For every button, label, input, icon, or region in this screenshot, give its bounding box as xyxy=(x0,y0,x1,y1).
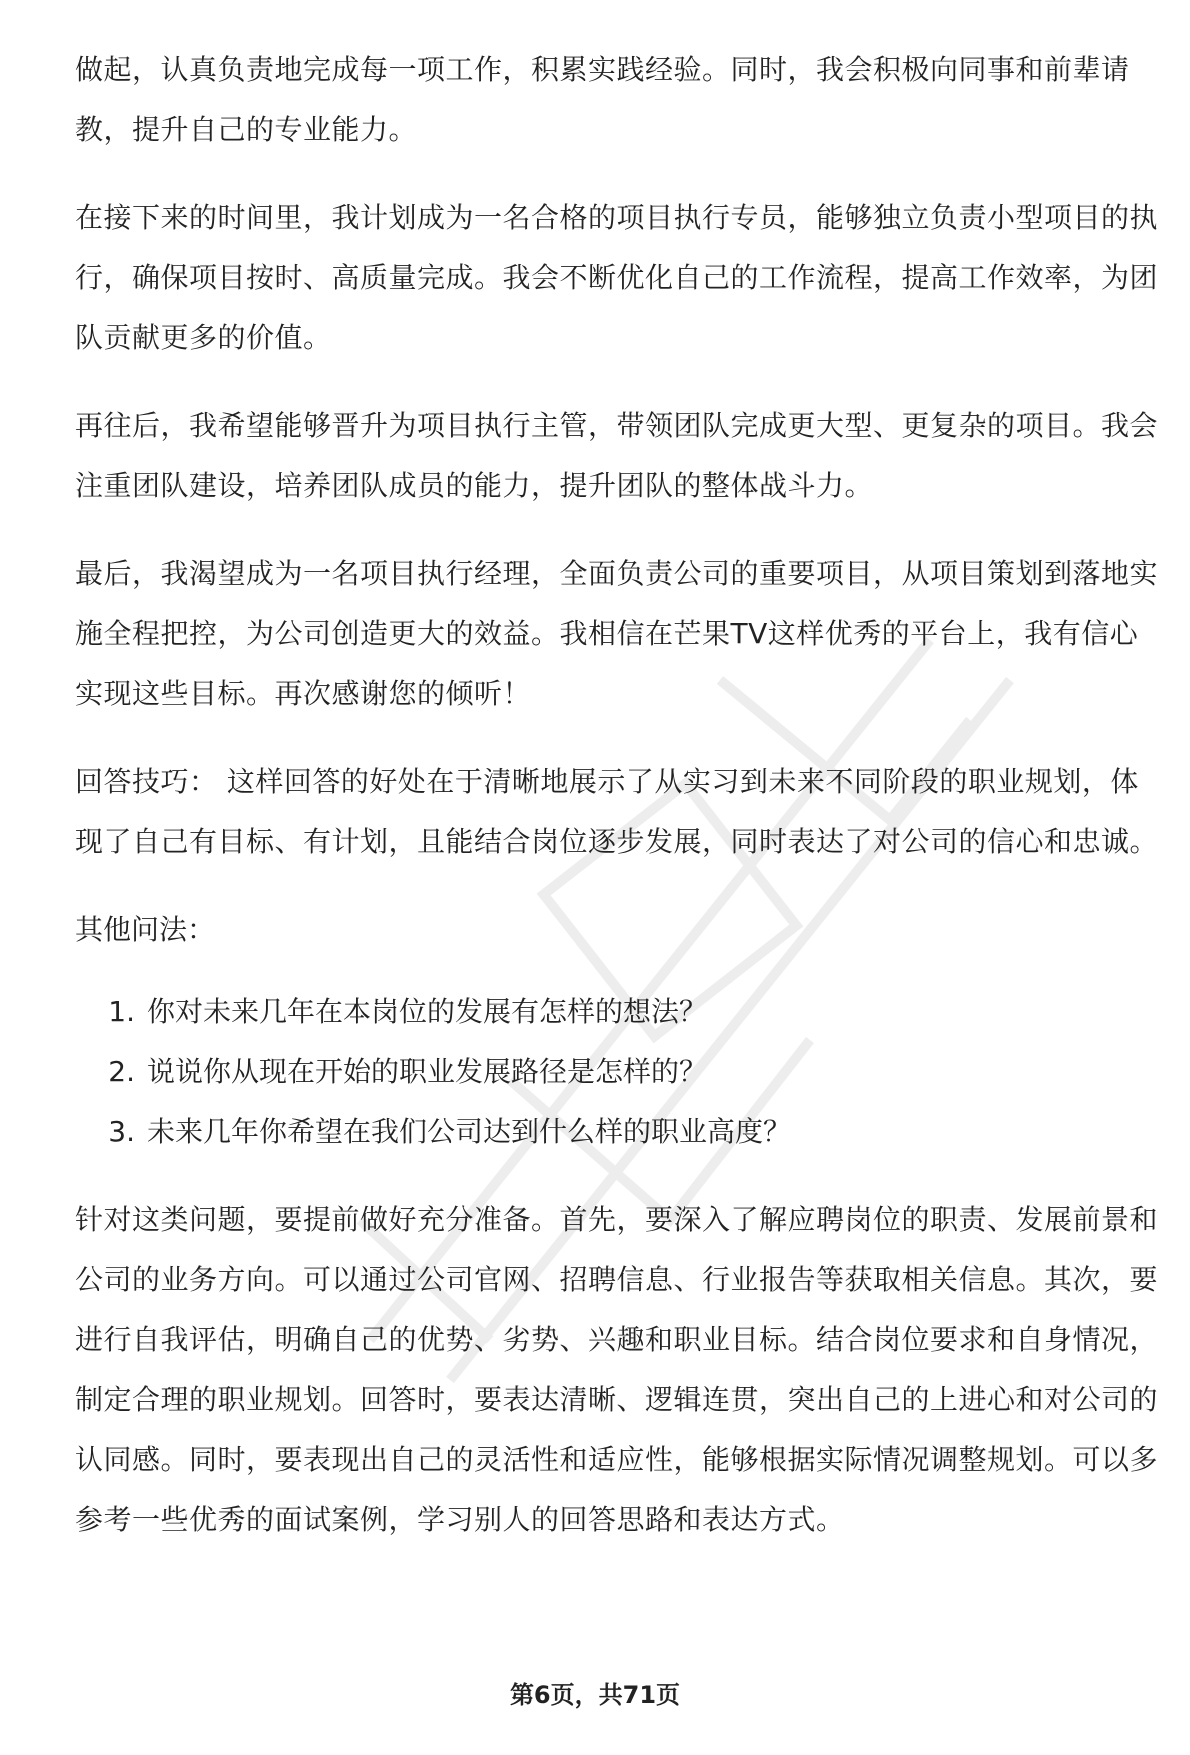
list-item-text: 你对未来几年在本岗位的发展有怎样的想法？ xyxy=(147,995,708,1028)
page-number-footer: 第6页，共71页 xyxy=(509,1681,681,1709)
list-item-text: 未来几年你希望在我们公司达到什么样的职业高度？ xyxy=(147,1115,792,1148)
list-item xyxy=(75,1042,1165,1102)
other-questions-heading: 其他问法： xyxy=(75,913,216,946)
paragraph-plan-manager: 最后，我渴望成为一名项目执行经理，全面负责公司的重要项目，从项目策划到落地实施全程把控，为公司创造更大的效益。我相信在芒果TV这样优秀的平台上，我有信心实现这些目标。再次感谢您的倾听！ xyxy=(75,557,1159,710)
document-body xyxy=(75,40,1165,1578)
list-item-number: 2. xyxy=(108,1055,135,1088)
paragraph-plan-specialist: 在接下来的时间里，我计划成为一名合格的项目执行专员，能够独立负责小型项目的执行，确保项目按时、高质量完成。我会不断优化自己的工作流程，提高工作效率，为团队贡献更多的价值。 xyxy=(75,201,1159,354)
list-item xyxy=(75,1102,1165,1162)
list-item-number: 1. xyxy=(108,995,135,1028)
paragraph-intro: 做起，认真负责地完成每一项工作，积累实践经验。同时，我会积极向同事和前辈请教，提升自己的专业能力。 xyxy=(75,53,1130,146)
list-item xyxy=(75,982,1165,1042)
paragraph-preparation-advice: 针对这类问题，要提前做好充分准备。首先，要深入了解应聘岗位的职责、发展前景和公司的业务方向。可以通过公司官网、招聘信息、行业报告等获取相关信息。其次，要进行自我评估，明确自己的优势、劣势、兴趣和职业目标。结合岗位要求和自身情况，制定合理的职业规划。回答时，要表达清晰、逻辑连贯，突出自己的上进心和对公司的认同感。同时，要表现出自己的灵活性和适应性，能够根据实际情况调整规划。可以多参考一些优秀的面试案例，学习别人的回答思路和表达方式。 xyxy=(75,1203,1159,1536)
paragraph-plan-supervisor: 再往后，我希望能够晋升为项目执行主管，带领团队完成更大型、更复杂的项目。我会注重团队建设，培养团队成员的能力，提升团队的整体战斗力。 xyxy=(75,409,1159,502)
list-item-text: 说说你从现在开始的职业发展路径是怎样的？ xyxy=(147,1055,708,1088)
list-item-number: 3. xyxy=(108,1115,135,1148)
other-questions-list xyxy=(75,982,1165,1162)
paragraph-answer-tips: 回答技巧： 这样回答的好处在于清晰地展示了从实习到未来不同阶段的职业规划，体现了自己有目标、有计划，且能结合岗位逐步发展，同时表达了对公司的信心和忠诚。 xyxy=(75,765,1159,858)
